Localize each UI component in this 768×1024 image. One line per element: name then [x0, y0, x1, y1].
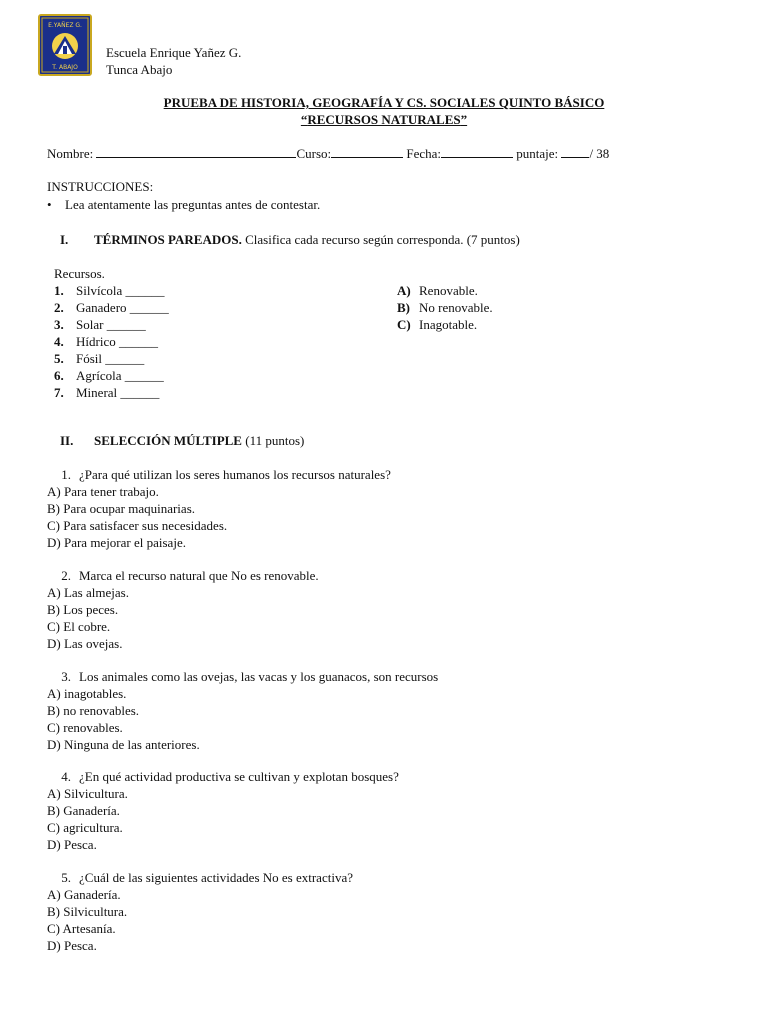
resource-blank[interactable]: ______: [129, 300, 169, 315]
list-item: 2. Ganadero ______: [54, 300, 169, 315]
option[interactable]: B) Silvicultura.: [47, 904, 128, 919]
question-stem: 4. ¿En qué actividad productiva se cultivan y explotan bosques?: [61, 769, 399, 784]
category-label: Renovable.: [419, 283, 478, 298]
option[interactable]: D) Las ovejas.: [47, 636, 123, 651]
list-item: 5. Fósil ______: [54, 351, 145, 366]
close-quote: ”: [460, 112, 468, 127]
option[interactable]: A) inagotables.: [47, 686, 127, 701]
name-label: Nombre:: [47, 146, 94, 161]
question-5: [47, 869, 353, 954]
section1-title: TÉRMINOS PAREADOS.: [94, 232, 242, 247]
option[interactable]: B) Ganadería.: [47, 803, 120, 818]
resource-label: Fósil: [76, 351, 103, 366]
school-name: Escuela Enrique Yañez G.: [106, 45, 242, 60]
question-text: ¿Cuál de las siguientes actividades No es extractiva?: [79, 870, 353, 885]
section1-roman: I.: [60, 232, 69, 247]
exam-subtitle: RECURSOS NATURALES: [307, 112, 461, 127]
resource-blank[interactable]: ______: [125, 283, 165, 298]
option[interactable]: A) Para tener trabajo.: [47, 484, 159, 499]
question-4: [47, 768, 399, 853]
list-item: C) Inagotable.: [397, 317, 478, 332]
resource-blank[interactable]: ______: [118, 334, 158, 349]
question-text: ¿En qué actividad productiva se cultivan y explotan bosques?: [79, 769, 399, 784]
list-item: 4. Hídrico ______: [54, 334, 158, 349]
question-stem: 5. ¿Cuál de las siguientes actividades No es extractiva?: [61, 870, 353, 885]
list-item: 6. Agrícola ______: [54, 368, 164, 383]
instruction-item: [47, 196, 320, 213]
section2-title: SELECCIÓN MÚLTIPLE: [94, 433, 242, 448]
category-label: Inagotable.: [419, 317, 478, 332]
course-label: Curso:: [296, 146, 332, 161]
resource-blank[interactable]: ______: [124, 368, 164, 383]
resource-blank[interactable]: ______: [105, 351, 145, 366]
resource-label: Mineral: [76, 385, 118, 400]
resources-heading: Recursos.: [54, 266, 105, 281]
question-stem: 2. Marca el recurso natural que No es renovable.: [61, 568, 319, 583]
name-blank[interactable]: [96, 145, 296, 158]
option[interactable]: B) Los peces.: [47, 602, 119, 617]
resource-label: Silvícola: [76, 283, 123, 298]
section2-points: (11 puntos): [245, 433, 305, 448]
question-1: [47, 466, 391, 551]
list-item: A) Renovable.: [397, 283, 478, 298]
category-label: No renovable.: [419, 300, 493, 315]
open-quote: “: [300, 112, 308, 127]
score-blank[interactable]: [561, 145, 589, 158]
question-text: ¿Para qué utilizan los seres humanos los recursos naturales?: [79, 467, 391, 482]
resource-label: Agrícola: [76, 368, 122, 383]
score-total: / 38: [589, 146, 610, 161]
option[interactable]: C) El cobre.: [47, 619, 111, 634]
option[interactable]: C) Artesanía.: [47, 921, 116, 936]
logo-top-text: E.YAÑEZ G.: [48, 22, 82, 29]
option[interactable]: D) Ninguna de las anteriores.: [47, 737, 200, 752]
score-label: puntaje:: [516, 146, 559, 161]
list-item: 7. Mineral ______: [54, 385, 160, 400]
student-info-line: [47, 145, 609, 162]
section1-heading: [60, 231, 520, 248]
exam-title-line2: [0, 111, 768, 128]
resource-blank[interactable]: ______: [106, 317, 146, 332]
option[interactable]: B) no renovables.: [47, 703, 140, 718]
section2-roman: II.: [60, 433, 74, 448]
option[interactable]: C) Para satisfacer sus necesidades.: [47, 518, 228, 533]
resource-label: Ganadero: [76, 300, 127, 315]
question-3: [47, 668, 438, 753]
section2-heading: [60, 432, 304, 449]
exam-title-line1: PRUEBA DE HISTORIA, GEOGRAFÍA Y CS. SOCIALES QUINTO BÁSICO: [163, 95, 605, 110]
option[interactable]: A) Silvicultura.: [47, 786, 128, 801]
list-item: B) No renovable.: [397, 300, 493, 315]
resources-list: [54, 282, 169, 401]
list-item: 3. Solar ______: [54, 317, 146, 332]
resource-label: Solar: [76, 317, 104, 332]
question-stem: 3. Los animales como las ovejas, las vacas y los guanacos, son recursos: [61, 669, 439, 684]
resource-blank[interactable]: ______: [120, 385, 160, 400]
question-2: [47, 567, 319, 652]
option[interactable]: B) Para ocupar maquinarias.: [47, 501, 196, 516]
resource-label: Hídrico: [76, 334, 116, 349]
logo-bottom-text: T. ABAJO: [52, 64, 78, 71]
question-text: Marca el recurso natural que No es renovable.: [79, 568, 319, 583]
date-blank[interactable]: [441, 145, 513, 158]
option[interactable]: D) Pesca.: [47, 938, 97, 953]
question-stem: 1. ¿Para qué utilizan los seres humanos los recursos naturales?: [61, 467, 391, 482]
option[interactable]: D) Para mejorar el paisaje.: [47, 535, 186, 550]
exam-title: [0, 94, 768, 128]
option[interactable]: D) Pesca.: [47, 837, 97, 852]
option[interactable]: C) renovables.: [47, 720, 123, 735]
question-text: Los animales como las ovejas, las vacas y los guanacos, son recursos: [79, 669, 439, 684]
categories-list: [397, 282, 493, 333]
option[interactable]: C) agricultura.: [47, 820, 123, 835]
bullet-icon: •: [47, 197, 52, 212]
list-item: 1. Silvícola ______: [54, 283, 165, 298]
option[interactable]: A) Las almejas.: [47, 585, 129, 600]
option[interactable]: A) Ganadería.: [47, 887, 121, 902]
date-label: Fecha:: [406, 146, 442, 161]
instructions-heading: INSTRUCCIONES:: [47, 179, 154, 194]
school-logo: [38, 14, 92, 76]
section1-description: Clasifica cada recurso según corresponda. (7 puntos): [245, 232, 520, 247]
school-info: [106, 44, 241, 78]
school-location: Tunca Abajo: [106, 62, 173, 77]
instruction-text: Lea atentamente las preguntas antes de contestar.: [65, 197, 321, 212]
course-blank[interactable]: [331, 145, 403, 158]
